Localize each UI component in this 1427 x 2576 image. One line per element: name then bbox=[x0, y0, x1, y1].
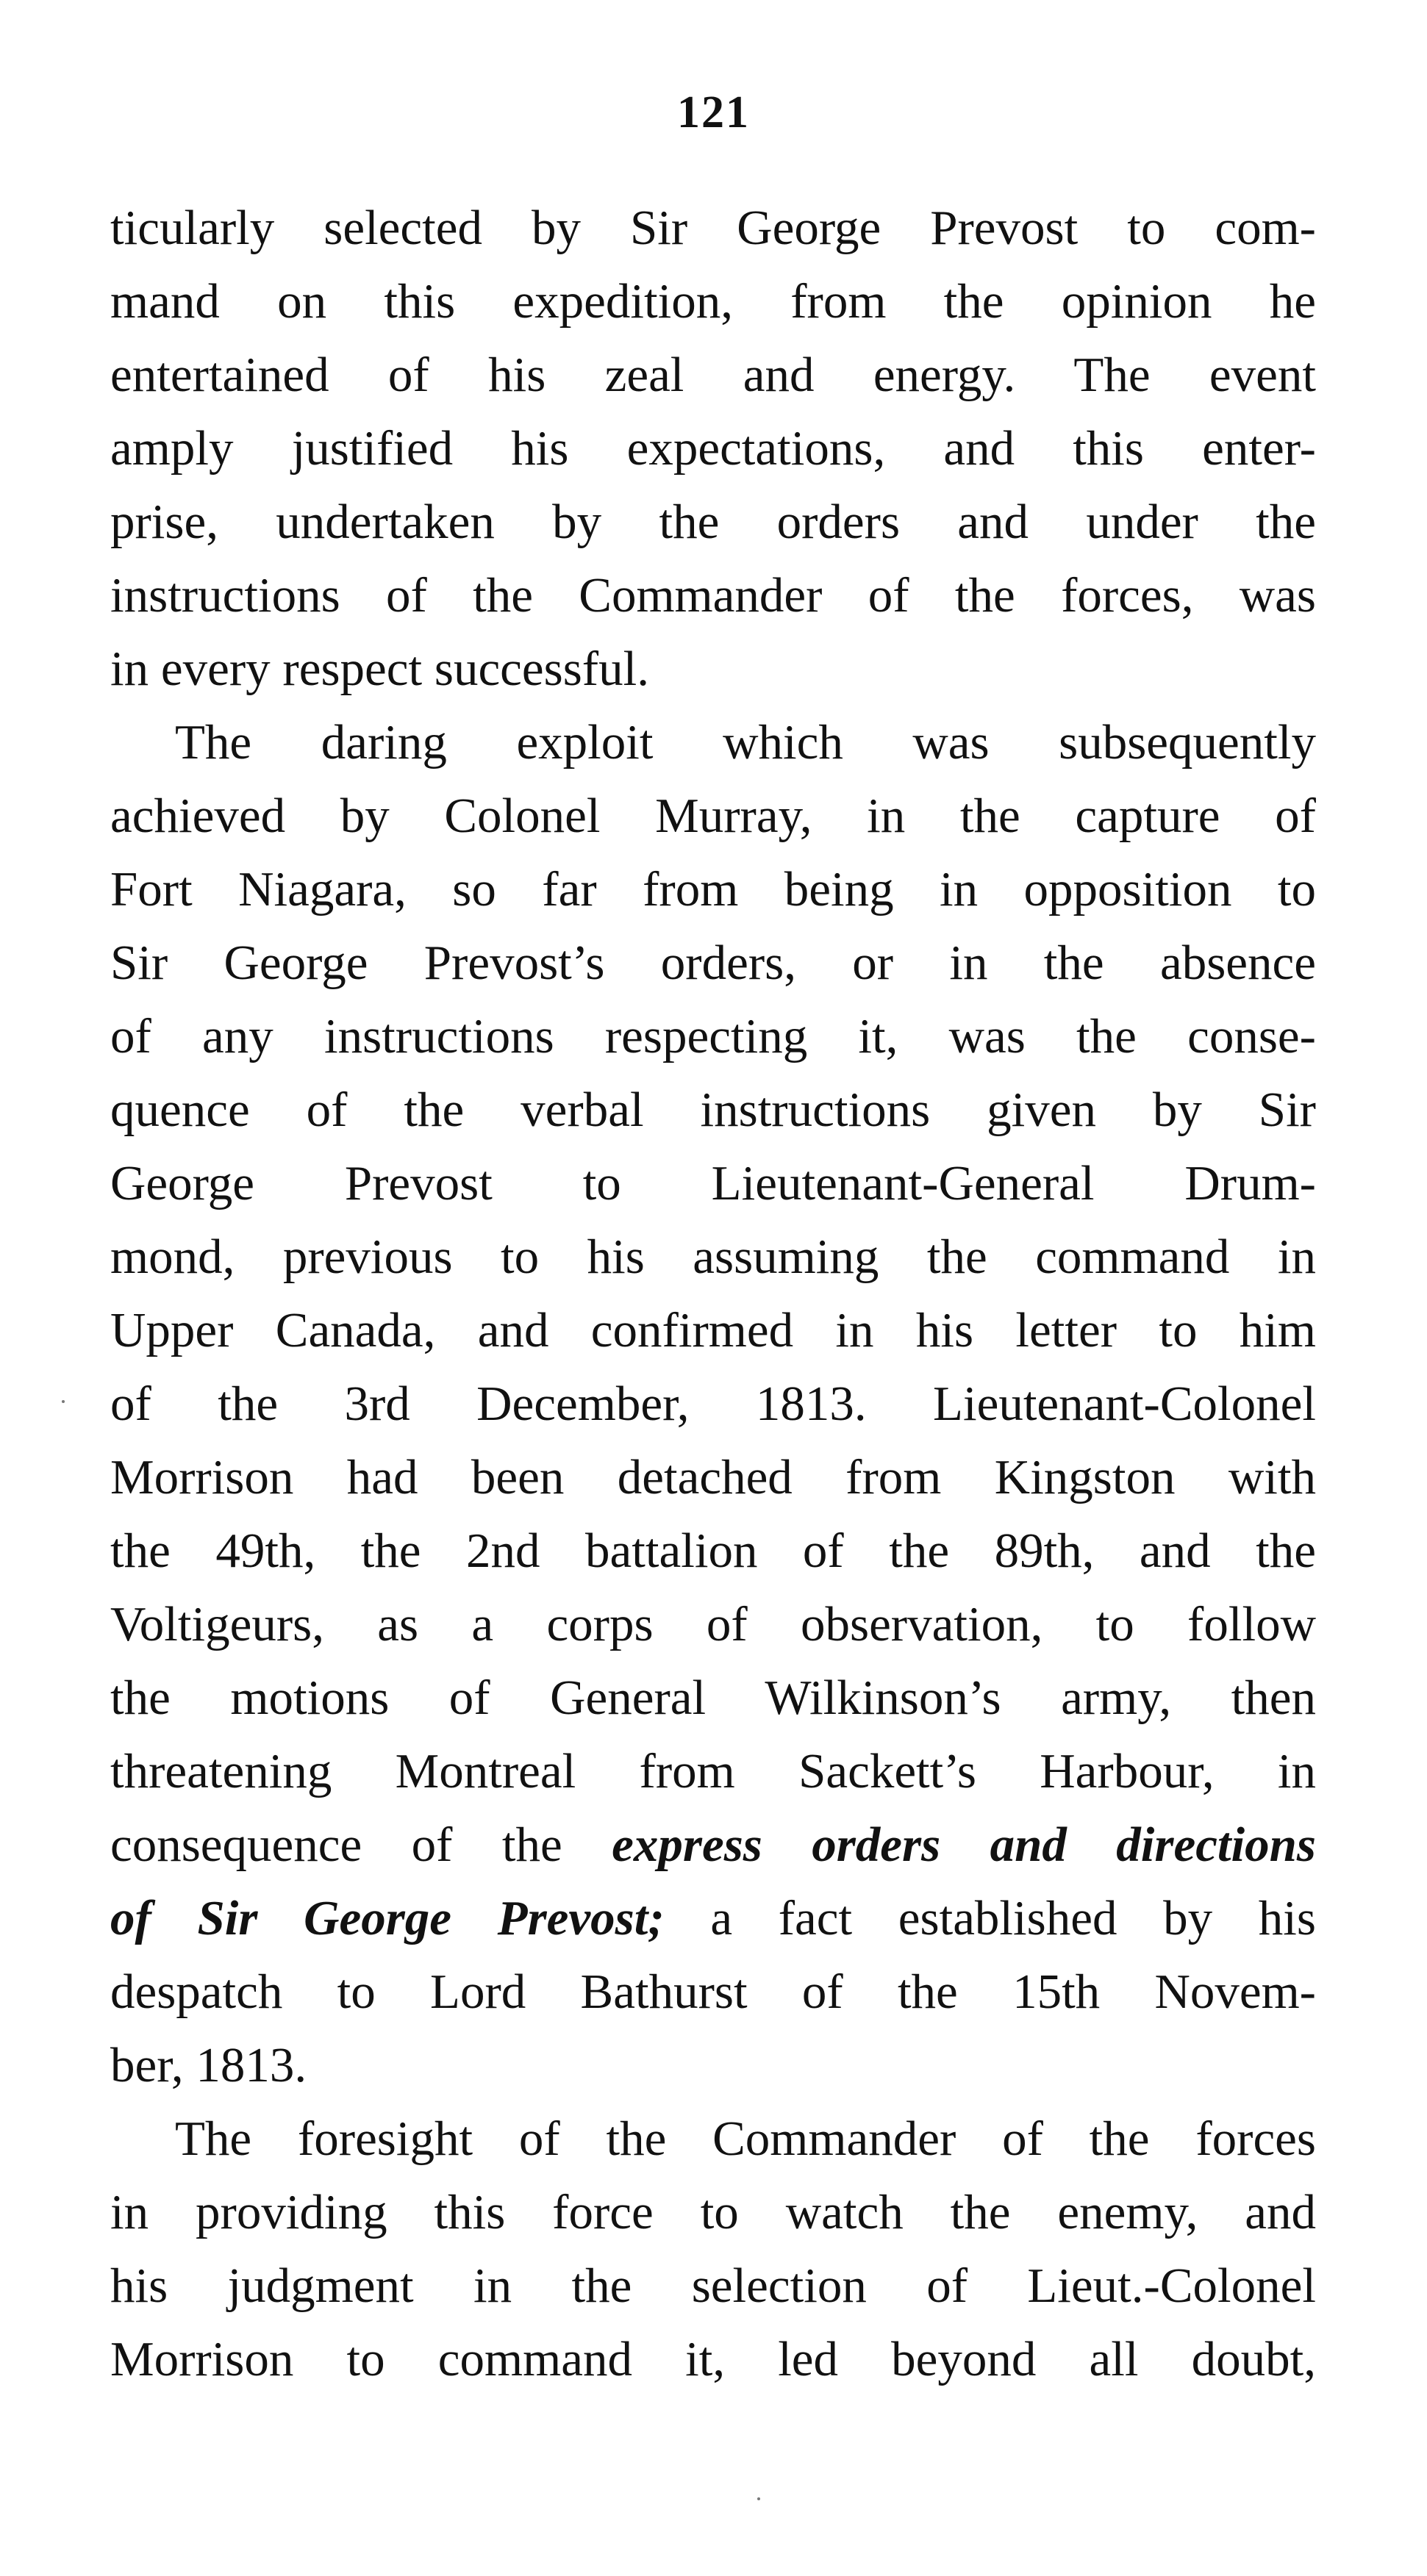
text-line: in providing this force to watch the enemy, and bbox=[110, 2185, 1316, 2239]
text-line: prise, undertaken by the orders and under the bbox=[110, 495, 1316, 549]
text-line: in every respect successful. bbox=[110, 642, 649, 696]
text-line: quence of the verbal instructions given by Sir bbox=[110, 1083, 1316, 1137]
text-line: the 49th, the 2nd battalion of the 89th, and the bbox=[110, 1524, 1316, 1578]
text-line: Morrison to command it, led beyond all doubt, bbox=[110, 2332, 1316, 2386]
text-line-with-emphasis bbox=[110, 1881, 1316, 1955]
print-speck bbox=[757, 2497, 760, 2500]
text-line: amply justified his expectations, and this enter- bbox=[110, 421, 1316, 476]
text-line: Morrison had been detached from Kingston with bbox=[110, 1450, 1316, 1504]
text-line: of the 3rd December, 1813. Lieutenant-Colonel bbox=[110, 1377, 1316, 1431]
emphasis-text: express orders and directions bbox=[612, 1818, 1316, 1872]
text-line: his judgment in the selection of Lieut.-Colonel bbox=[110, 2259, 1316, 2313]
text-line: entertained of his zeal and energy. The event bbox=[110, 348, 1316, 402]
emphasis-text: of Sir George Prevost; bbox=[110, 1891, 665, 1945]
text-line: achieved by Colonel Murray, in the capture of bbox=[110, 789, 1316, 843]
text-line: threatening Montreal from Sackett’s Harbour, in bbox=[110, 1744, 1316, 1798]
body-text bbox=[110, 191, 1316, 2396]
text-line: despatch to Lord Bathurst of the 15th Novem- bbox=[110, 1965, 1316, 2019]
text-line: mand on this expedition, from the opinion he bbox=[110, 274, 1316, 329]
text-line: The daring exploit which was subsequently bbox=[175, 715, 1316, 769]
text-line: ber, 1813. bbox=[110, 2038, 307, 2092]
text-line: ticularly selected by Sir George Prevost to com- bbox=[110, 201, 1316, 255]
text-line: Upper Canada, and confirmed in his letter to him bbox=[110, 1303, 1316, 1357]
print-speck bbox=[62, 1400, 65, 1403]
text-line-with-emphasis bbox=[110, 1808, 1316, 1881]
text-line: The foresight of the Commander of the forces bbox=[175, 2112, 1316, 2166]
text-line: Sir George Prevost’s orders, or in the absence bbox=[110, 936, 1316, 990]
text-line: Fort Niagara, so far from being in opposition to bbox=[110, 862, 1316, 916]
text-line: mond, previous to his assuming the command in bbox=[110, 1230, 1316, 1284]
text-line: of any instructions respecting it, was the conse- bbox=[110, 1009, 1316, 1063]
text-line: instructions of the Commander of the forces, was bbox=[110, 568, 1316, 623]
text-line: George Prevost to Lieutenant-General Drum- bbox=[110, 1156, 1316, 1210]
text-run: a fact established by his bbox=[664, 1891, 1316, 1945]
text-run: consequence of the bbox=[110, 1818, 612, 1872]
text-line: Voltigeurs, as a corps of observation, to follow bbox=[110, 1597, 1316, 1651]
page-number: 121 bbox=[677, 87, 750, 137]
text-line: the motions of General Wilkinson’s army, then bbox=[110, 1671, 1316, 1725]
